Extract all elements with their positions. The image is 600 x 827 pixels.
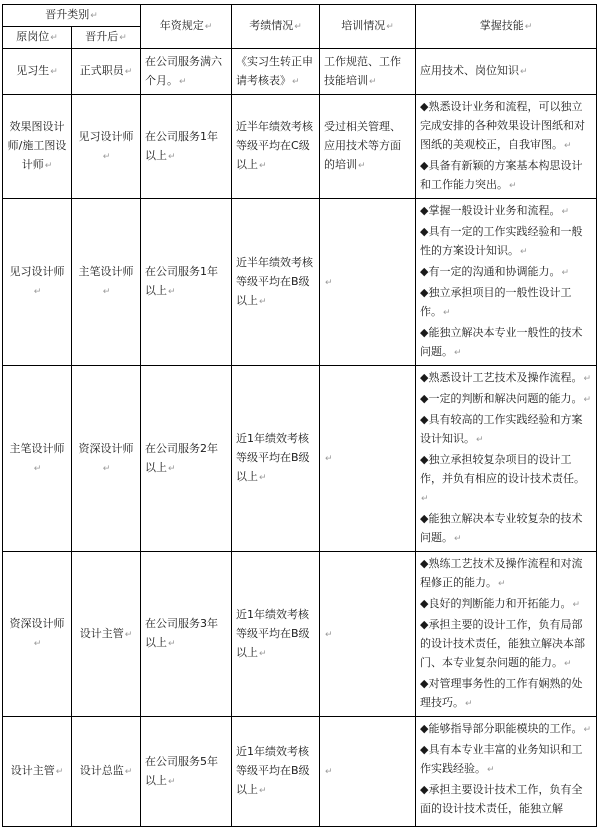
- cell-to: 正式职员↵: [72, 49, 141, 95]
- cell-skills: [416, 717, 597, 827]
- skill-item: ◆熟悉设计工艺技术及操作流程。↵: [420, 371, 592, 384]
- cell-tenure: 在公司服务3年以上↵: [141, 552, 232, 717]
- cell-from: 效果图设计师/施工图设计师↵: [3, 95, 72, 199]
- skill-item: ◆具有本专业丰富的业务知识和工作实践经验。↵: [420, 743, 583, 775]
- skill-item: ◆具有一定的工作实践经验和一般性的方案设计知识。↵: [420, 225, 583, 257]
- cell-training: ↵: [320, 199, 416, 366]
- skill-item: ◆有一定的沟通和协调能力。↵: [420, 265, 570, 278]
- cell-performance: 近1年绩效考核等级平均在B级以上↵: [232, 552, 320, 717]
- cell-to: 资深设计师↵: [72, 366, 141, 552]
- cell-training: ↵: [320, 717, 416, 827]
- cell-skills: [416, 49, 597, 95]
- skill-item: ◆承担主要设计技术工作，负有全面的设计技术责任，能独立解: [420, 783, 583, 815]
- cell-from: 资深设计师↵: [3, 552, 72, 717]
- header-original-position: 原岗位↵: [3, 27, 72, 49]
- skill-item: ◆独立承担项目的一般性设计工作。↵: [420, 286, 572, 318]
- skill-item: ◆能够指导部分职能模块的工作。↵: [420, 722, 592, 735]
- skill-item: ◆熟练工艺技术及操作流程和对流程修正的能力。↵: [420, 557, 583, 589]
- cell-to: 主笔设计师↵: [72, 199, 141, 366]
- skill-item: ◆具备有新颖的方案基本构思设计和工作能力突出。↵: [420, 159, 583, 191]
- cell-skills: [416, 552, 597, 717]
- cell-from: 见习设计师↵: [3, 199, 72, 366]
- skill-item: ◆具有较高的工作实践经验和方案设计知识。↵: [420, 413, 583, 445]
- cell-from: 主笔设计师↵: [3, 366, 72, 552]
- skill-item: ◆能独立解决本专业较复杂的技术问题。↵: [420, 512, 583, 544]
- cell-tenure: 在公司服务满六个月。↵: [141, 49, 232, 95]
- cell-skills: [416, 366, 597, 552]
- skill-item: ◆对管理事务性的工作有娴熟的处理技巧。↵: [420, 677, 583, 709]
- promotion-table: [2, 4, 597, 827]
- cell-tenure: 在公司服务1年以上↵: [141, 199, 232, 366]
- skill-item: ◆熟悉设计业务和流程，可以独立完成安排的各种效果设计图纸和对图纸的美观校正，自我审图。↵: [420, 100, 586, 151]
- table-body: [3, 49, 597, 827]
- header-tenure: 年资规定↵: [141, 5, 232, 49]
- table-row: [3, 366, 597, 552]
- skill-item: ◆掌握一般设计业务和流程。↵: [420, 204, 570, 217]
- cell-to: 见习设计师↵: [72, 95, 141, 199]
- header-skills: 掌握技能↵: [416, 5, 597, 49]
- table-row: [3, 49, 597, 95]
- table-row: [3, 717, 597, 827]
- cell-performance: 近1年绩效考核等级平均在B级以上↵: [232, 366, 320, 552]
- header-after-promotion: 晋升后↵: [72, 27, 141, 49]
- table-header: [3, 5, 597, 49]
- cell-tenure: 在公司服务2年以上↵: [141, 366, 232, 552]
- cell-training: 受过相关管理、应用技术等方面的培训↵: [320, 95, 416, 199]
- skill-item: ◆一定的判断和解决问题的能力。↵: [420, 392, 592, 405]
- cell-skills: [416, 199, 597, 366]
- table-row: [3, 552, 597, 717]
- skill-item: 应用技术、岗位知识↵: [420, 64, 528, 77]
- header-promotion-category: 晋升类别↵: [3, 5, 141, 27]
- skill-item: ◆能独立解决本专业一般性的技术问题。↵: [420, 326, 583, 358]
- cell-training: 工作规范、工作技能培训↵: [320, 49, 416, 95]
- cell-performance: 近半年绩效考核等级平均在B级以上↵: [232, 199, 320, 366]
- cell-training: ↵: [320, 552, 416, 717]
- cell-to: 设计主管↵: [72, 552, 141, 717]
- cell-training: ↵: [320, 366, 416, 552]
- cell-from: 设计主管↵: [3, 717, 72, 827]
- skill-item: ◆良好的判断能力和开拓能力。↵: [420, 597, 581, 610]
- cell-tenure: 在公司服务1年以上↵: [141, 95, 232, 199]
- skill-item: ◆承担主要的设计工作，负有局部的设计技术责任，能独立解决本部门、本专业复杂问题的能力。↵: [420, 618, 586, 669]
- cell-tenure: 在公司服务5年以上↵: [141, 717, 232, 827]
- skill-item: ◆独立承担较复杂项目的设计工作，并负有相应的设计技术责任。↵: [420, 453, 586, 504]
- cell-to: 设计总监↵: [72, 717, 141, 827]
- cell-from: 见习生↵: [3, 49, 72, 95]
- cell-skills: [416, 95, 597, 199]
- table-row: [3, 199, 597, 366]
- header-performance: 考绩情况↵: [232, 5, 320, 49]
- cell-performance: 近半年绩效考核等级平均在C级以上↵: [232, 95, 320, 199]
- cell-performance: 近1年绩效考核等级平均在B级以上↵: [232, 717, 320, 827]
- table-row: [3, 95, 597, 199]
- cell-performance: 《实习生转正申请考核表》↵: [232, 49, 320, 95]
- header-training: 培训情况↵: [320, 5, 416, 49]
